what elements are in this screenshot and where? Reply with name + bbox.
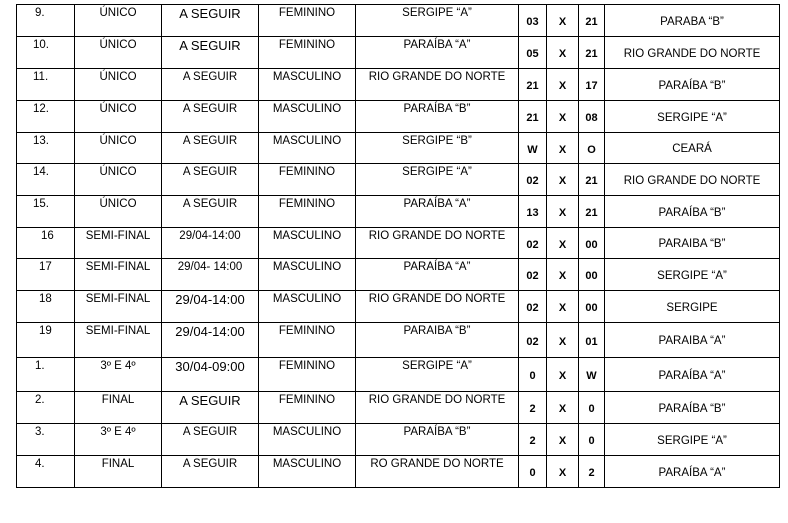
- phase-cell: SEMI-FINAL: [75, 291, 162, 323]
- phase-cell: ÚNICO: [75, 37, 162, 69]
- match-number-label: 10.: [33, 39, 49, 51]
- match-number-label: 9.: [35, 7, 45, 19]
- table-row: [17, 228, 780, 259]
- team-b-cell: PARAÍBA “A”: [605, 456, 780, 488]
- match-number: [17, 228, 75, 259]
- category-cell: FEMININO: [259, 392, 356, 424]
- versus-cell: X: [547, 456, 579, 488]
- versus-cell: X: [547, 424, 579, 456]
- match-number-label: 3.: [35, 426, 45, 438]
- category-cell: MASCULINO: [259, 69, 356, 101]
- team-b-cell: PARAIBA “A”: [605, 323, 780, 358]
- score-a-cell: 0: [519, 456, 547, 488]
- match-number: [17, 291, 75, 323]
- score-b-cell: 00: [579, 228, 605, 259]
- team-b-cell: PARAÍBA “B”: [605, 196, 780, 228]
- team-b-cell: SERGIPE “A”: [605, 259, 780, 291]
- time-cell: A SEGUIR: [162, 456, 259, 488]
- score-a-cell: 2: [519, 424, 547, 456]
- category-cell: MASCULINO: [259, 133, 356, 164]
- phase-cell: ÚNICO: [75, 133, 162, 164]
- score-b-cell: 21: [579, 37, 605, 69]
- results-table: [16, 4, 780, 488]
- time-cell: 29/04-14:00: [162, 323, 259, 358]
- versus-cell: X: [547, 164, 579, 196]
- team-b-cell: SERGIPE: [605, 291, 780, 323]
- table-row: [17, 101, 780, 133]
- results-table-body: [17, 5, 780, 488]
- match-number-label: 15.: [33, 198, 49, 210]
- score-b-cell: 00: [579, 259, 605, 291]
- match-number-label: 18: [39, 293, 52, 305]
- score-b-cell: O: [579, 133, 605, 164]
- table-row: [17, 164, 780, 196]
- match-number-label: 11.: [33, 71, 49, 83]
- team-a-cell: SERGIPE “A”: [356, 5, 519, 37]
- score-b-cell: 17: [579, 69, 605, 101]
- phase-cell: 3º E 4º: [75, 424, 162, 456]
- score-a-cell: 02: [519, 291, 547, 323]
- team-b-cell: PARAÍBA “B”: [605, 392, 780, 424]
- team-b-cell: PARAÍBA “B”: [605, 69, 780, 101]
- team-b-cell: PARABA “B”: [605, 5, 780, 37]
- match-number-label: 17: [39, 261, 52, 273]
- score-a-cell: 02: [519, 323, 547, 358]
- team-b-cell: RIO GRANDE DO NORTE: [605, 37, 780, 69]
- table-row: [17, 133, 780, 164]
- phase-cell: FINAL: [75, 456, 162, 488]
- match-number: [17, 164, 75, 196]
- versus-cell: X: [547, 228, 579, 259]
- versus-cell: X: [547, 133, 579, 164]
- category-cell: FEMININO: [259, 323, 356, 358]
- score-a-cell: 02: [519, 259, 547, 291]
- versus-cell: X: [547, 392, 579, 424]
- score-b-cell: 2: [579, 456, 605, 488]
- versus-cell: X: [547, 196, 579, 228]
- match-number: [17, 392, 75, 424]
- time-cell: A SEGUIR: [162, 164, 259, 196]
- score-a-cell: 02: [519, 228, 547, 259]
- score-b-cell: W: [579, 358, 605, 392]
- score-a-cell: 02: [519, 164, 547, 196]
- phase-cell: FINAL: [75, 392, 162, 424]
- score-b-cell: 21: [579, 196, 605, 228]
- table-row: [17, 392, 780, 424]
- team-a-cell: PARAÍBA “A”: [356, 259, 519, 291]
- score-a-cell: 2: [519, 392, 547, 424]
- match-number: [17, 323, 75, 358]
- table-row: [17, 323, 780, 358]
- time-cell: A SEGUIR: [162, 69, 259, 101]
- time-cell: 29/04- 14:00: [162, 259, 259, 291]
- category-cell: FEMININO: [259, 37, 356, 69]
- team-a-cell: PARAÍBA “B”: [356, 424, 519, 456]
- match-number-label: 12.: [33, 103, 49, 115]
- score-b-cell: 01: [579, 323, 605, 358]
- score-b-cell: 0: [579, 392, 605, 424]
- team-b-cell: PARAIBA “B”: [605, 228, 780, 259]
- versus-cell: X: [547, 259, 579, 291]
- time-cell: A SEGUIR: [162, 133, 259, 164]
- versus-cell: X: [547, 323, 579, 358]
- match-number: [17, 456, 75, 488]
- phase-cell: ÚNICO: [75, 196, 162, 228]
- category-cell: MASCULINO: [259, 101, 356, 133]
- score-a-cell: 0: [519, 358, 547, 392]
- category-cell: FEMININO: [259, 5, 356, 37]
- score-a-cell: 21: [519, 69, 547, 101]
- category-cell: MASCULINO: [259, 291, 356, 323]
- time-cell: A SEGUIR: [162, 424, 259, 456]
- time-cell: 29/04-14:00: [162, 228, 259, 259]
- phase-cell: ÚNICO: [75, 69, 162, 101]
- versus-cell: X: [547, 101, 579, 133]
- team-a-cell: PARAÍBA “A”: [356, 37, 519, 69]
- team-a-cell: SERGIPE “B”: [356, 133, 519, 164]
- score-b-cell: 21: [579, 164, 605, 196]
- time-cell: A SEGUIR: [162, 37, 259, 69]
- table-row: [17, 358, 780, 392]
- time-cell: A SEGUIR: [162, 392, 259, 424]
- score-b-cell: 21: [579, 5, 605, 37]
- category-cell: MASCULINO: [259, 259, 356, 291]
- team-a-cell: SERGIPE “A”: [356, 164, 519, 196]
- team-b-cell: SERGIPE “A”: [605, 101, 780, 133]
- time-cell: 29/04-14:00: [162, 291, 259, 323]
- team-a-cell: RIO GRANDE DO NORTE: [356, 392, 519, 424]
- score-b-cell: 00: [579, 291, 605, 323]
- match-number: [17, 69, 75, 101]
- category-cell: FEMININO: [259, 196, 356, 228]
- phase-cell: SEMI-FINAL: [75, 323, 162, 358]
- match-number: [17, 37, 75, 69]
- phase-cell: ÚNICO: [75, 5, 162, 37]
- versus-cell: X: [547, 69, 579, 101]
- table-row: [17, 291, 780, 323]
- score-a-cell: W: [519, 133, 547, 164]
- table-row: [17, 196, 780, 228]
- category-cell: MASCULINO: [259, 424, 356, 456]
- phase-cell: SEMI-FINAL: [75, 228, 162, 259]
- match-number: [17, 101, 75, 133]
- team-b-cell: SERGIPE “A”: [605, 424, 780, 456]
- team-a-cell: SERGIPE “A”: [356, 358, 519, 392]
- match-number-label: 13.: [33, 135, 49, 147]
- team-a-cell: RIO GRANDE DO NORTE: [356, 69, 519, 101]
- time-cell: A SEGUIR: [162, 101, 259, 133]
- time-cell: A SEGUIR: [162, 196, 259, 228]
- match-number: [17, 424, 75, 456]
- team-a-cell: RIO GRANDE DO NORTE: [356, 228, 519, 259]
- match-number: [17, 259, 75, 291]
- team-a-cell: RIO GRANDE DO NORTE: [356, 291, 519, 323]
- table-row: [17, 69, 780, 101]
- match-number-label: 1.: [35, 360, 45, 372]
- score-b-cell: 0: [579, 424, 605, 456]
- time-cell: A SEGUIR: [162, 5, 259, 37]
- phase-cell: 3º E 4º: [75, 358, 162, 392]
- match-number: [17, 358, 75, 392]
- phase-cell: ÚNICO: [75, 101, 162, 133]
- phase-cell: ÚNICO: [75, 164, 162, 196]
- table-row: [17, 456, 780, 488]
- score-b-cell: 08: [579, 101, 605, 133]
- score-a-cell: 03: [519, 5, 547, 37]
- versus-cell: X: [547, 5, 579, 37]
- score-a-cell: 21: [519, 101, 547, 133]
- table-row: [17, 259, 780, 291]
- phase-cell: SEMI-FINAL: [75, 259, 162, 291]
- table-row: [17, 424, 780, 456]
- team-b-cell: RIO GRANDE DO NORTE: [605, 164, 780, 196]
- match-number-label: 19: [39, 325, 52, 337]
- match-number-label: 14.: [33, 166, 49, 178]
- category-cell: FEMININO: [259, 358, 356, 392]
- versus-cell: X: [547, 358, 579, 392]
- team-b-cell: PARAÍBA “A”: [605, 358, 780, 392]
- table-row: [17, 5, 780, 37]
- match-number: [17, 133, 75, 164]
- category-cell: MASCULINO: [259, 456, 356, 488]
- team-a-cell: PARAÍBA “A”: [356, 196, 519, 228]
- versus-cell: X: [547, 291, 579, 323]
- team-a-cell: RO GRANDE DO NORTE: [356, 456, 519, 488]
- match-number-label: 4.: [35, 458, 45, 470]
- match-number: [17, 5, 75, 37]
- match-number: [17, 196, 75, 228]
- score-a-cell: 05: [519, 37, 547, 69]
- category-cell: MASCULINO: [259, 228, 356, 259]
- match-number-label: 16: [41, 230, 54, 242]
- team-a-cell: PARAIBA “B”: [356, 323, 519, 358]
- table-row: [17, 37, 780, 69]
- score-a-cell: 13: [519, 196, 547, 228]
- category-cell: FEMININO: [259, 164, 356, 196]
- versus-cell: X: [547, 37, 579, 69]
- time-cell: 30/04-09:00: [162, 358, 259, 392]
- team-a-cell: PARAÍBA “B”: [356, 101, 519, 133]
- team-b-cell: CEARÁ: [605, 133, 780, 164]
- match-number-label: 2.: [35, 394, 45, 406]
